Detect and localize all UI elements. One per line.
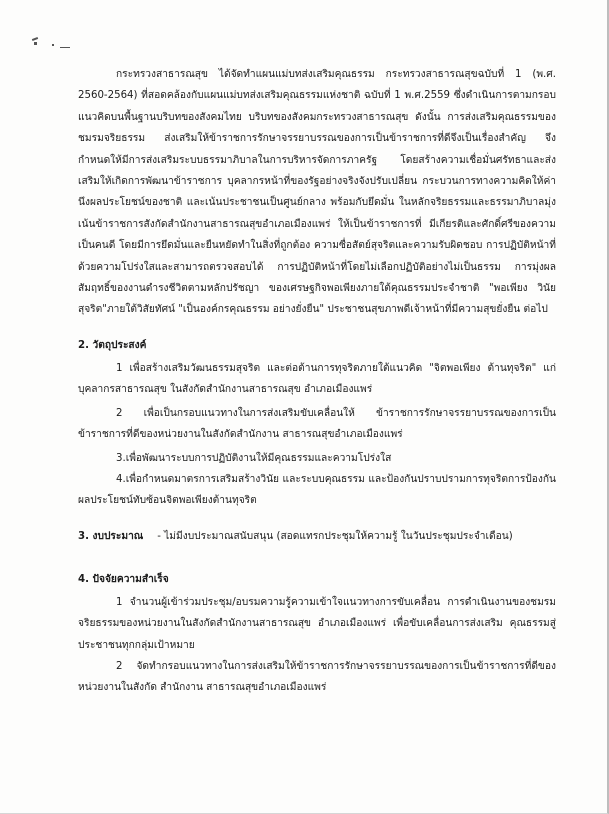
section-budget-text: - ไม่มีงบประมาณสนับสนุน (สอดแทรกประชุมให้ความรู้ ในวันประชุมประจำเดือน) — [157, 531, 513, 542]
section-budget — [78, 526, 513, 547]
section-objectives-heading: 2. วัตถุประสงค์ — [78, 340, 147, 351]
success-factor-item-1: 1 จำนวนผู้เข้าร่วมประชุม/อบรมความรู้ความเข้าใจแนวทางการขับเคลื่อน การดำเนินงานของชมรมจริยธรรมของหน่วยงานในสังกัดสำนักงานสาธารณสุข อำเภอเมืองแพร่ เพื่อขับเคลื่อนการส่งเสริม คุณธรรมสู่ประชาชนทุกกลุ่มเป้าหมาย — [78, 597, 556, 651]
section-budget-heading: 3. งบประมาณ — [78, 531, 144, 542]
objective-item-3: 3.เพื่อพัฒนาระบบการปฏิบัติงานให้มีคุณธรรมและความโปร่งใส — [116, 453, 392, 464]
objective-item-4: 4.เพื่อกำหนดมาตรการเสริมสร้างวินัย และระบบคุณธรรม และป้องกันปราบปรามการทุจริตการป้องกันผลประโยชน์ทับซ้อนจิตพอเพียงต้านทุจริต — [78, 474, 556, 507]
section-success-factors-heading: 4. ปัจจัยความสำเร็จ — [78, 574, 169, 585]
objective-item-2: 2 เพื่อเป็นกรอบแนวทางในการส่งเสริมขับเคลื่อนให้ ข้าราชการรักษาจรรยาบรรณของการเป็นข้าราชการที่ดีของหน่วยงานในสังกัดสำนักงาน สาธารณสุขอำเภอเมืองแพร่ — [78, 408, 556, 441]
intro-paragraph: กระทรวงสาธารณสุข ได้จัดทำแผนแม่บทส่งเสริมคุณธรรม กระทรวงสาธารณสุขฉบับที่ 1 (พ.ศ. 2560-2564) ที่สอดคล้องกับแผนแม่บทส่งเสริมคุณธรรมแห่งชาติ ฉบับที่ 1 พ.ศ.2559 ซึ่งดำเนินการตามกรอบแนวคิดบนพื้นฐานบริบทของสังคมไทย บริบทของสังคมกระทรวงสาธารณสุข ดังนั้น การส่งเสริมคุณธรรมของชมรมจริยธรรม ส่งเสริมให้ข้าราชการรักษาจรรยาบรรณของการเป็นข้าราชการที่ดีจึงเป็นเรื่องสำคัญ จึงกำหนดให้มีการส่งเสริมระบบธรรมาภิบาลในการบริหารจัดการภาครัฐ โดยสร้างความเชื่อมั่นศรัทธาและส่งเสริมให้เกิดการพัฒนาข้าราชการ บุคลากรหน้าที่ของรัฐอย่างจริงจังปรับเปลี่ยน กระบวนการทางความคิดให้ค่านึงผลประโยชน์ของชาติ และเน้นประชาชนเป็นศูนย์กลาง พร้อมกับยึดมั่น ในหลักจริยธรรมและธรรมาภิบาลมุ่งเน้นข้าราชการสังกัดสำนักงานสาธารณสุขอำเภอเมืองแพร่ ให้เป็นข้าราชการที่ มีเกียรติและศักดิ์ศรีของความเป็นคนดี โดยมีการยึดมั่นและยืนหยัดทำในสิ่งที่ถูกต้อง ความซื่อสัตย์สุจริตและความรับผิดชอบ การปฏิบัติหน้าที่ด้วยความโปร่งใสและสามารถตรวจสอบได้ การปฏิบัติหน้าที่โดยไม่เลือกปฏิบัติอย่างไม่เป็นธรรม การมุ่งผลสัมฤทธิ์ของงานดำรงชีวิตตามหลักปรัชญา ของเศรษฐกิจพอเพียงภายใต้คุณธรรมประจำชาติ "พอเพียง วินัย สุจริต"ภายใต้วิสัยทัศน์ "เป็นองค์กรคุณธรรม อย่างยั่งยืน" ประชาชนสุขภาพดีเจ้าหน้าที่มีความสุขยั่งยืน ต่อไป — [78, 69, 556, 316]
objective-item-1: 1 เพื่อสร้างเสริมวัฒนธรรมสุจริต และต่อต้านการทุจริตภายใต้แนวคิด "จิตพอเพียง ต้านทุจริต" แก่บุคลากรสาธารณสุข ในสังกัดสำนักงานสาธารณสุข อำเภอเมืองแพร่ — [78, 363, 556, 396]
scan-mark — [32, 38, 72, 50]
success-factor-item-2: 2 จัดทำกรอบแนวทางในการส่งเสริมให้ข้าราชการรักษาจรรยาบรรณของการเป็นข้าราชการที่ดีของหน่วยงานในสังกัด สำนักงาน สาธารณสุขอำเภอเมืองแพร่ — [78, 661, 556, 694]
